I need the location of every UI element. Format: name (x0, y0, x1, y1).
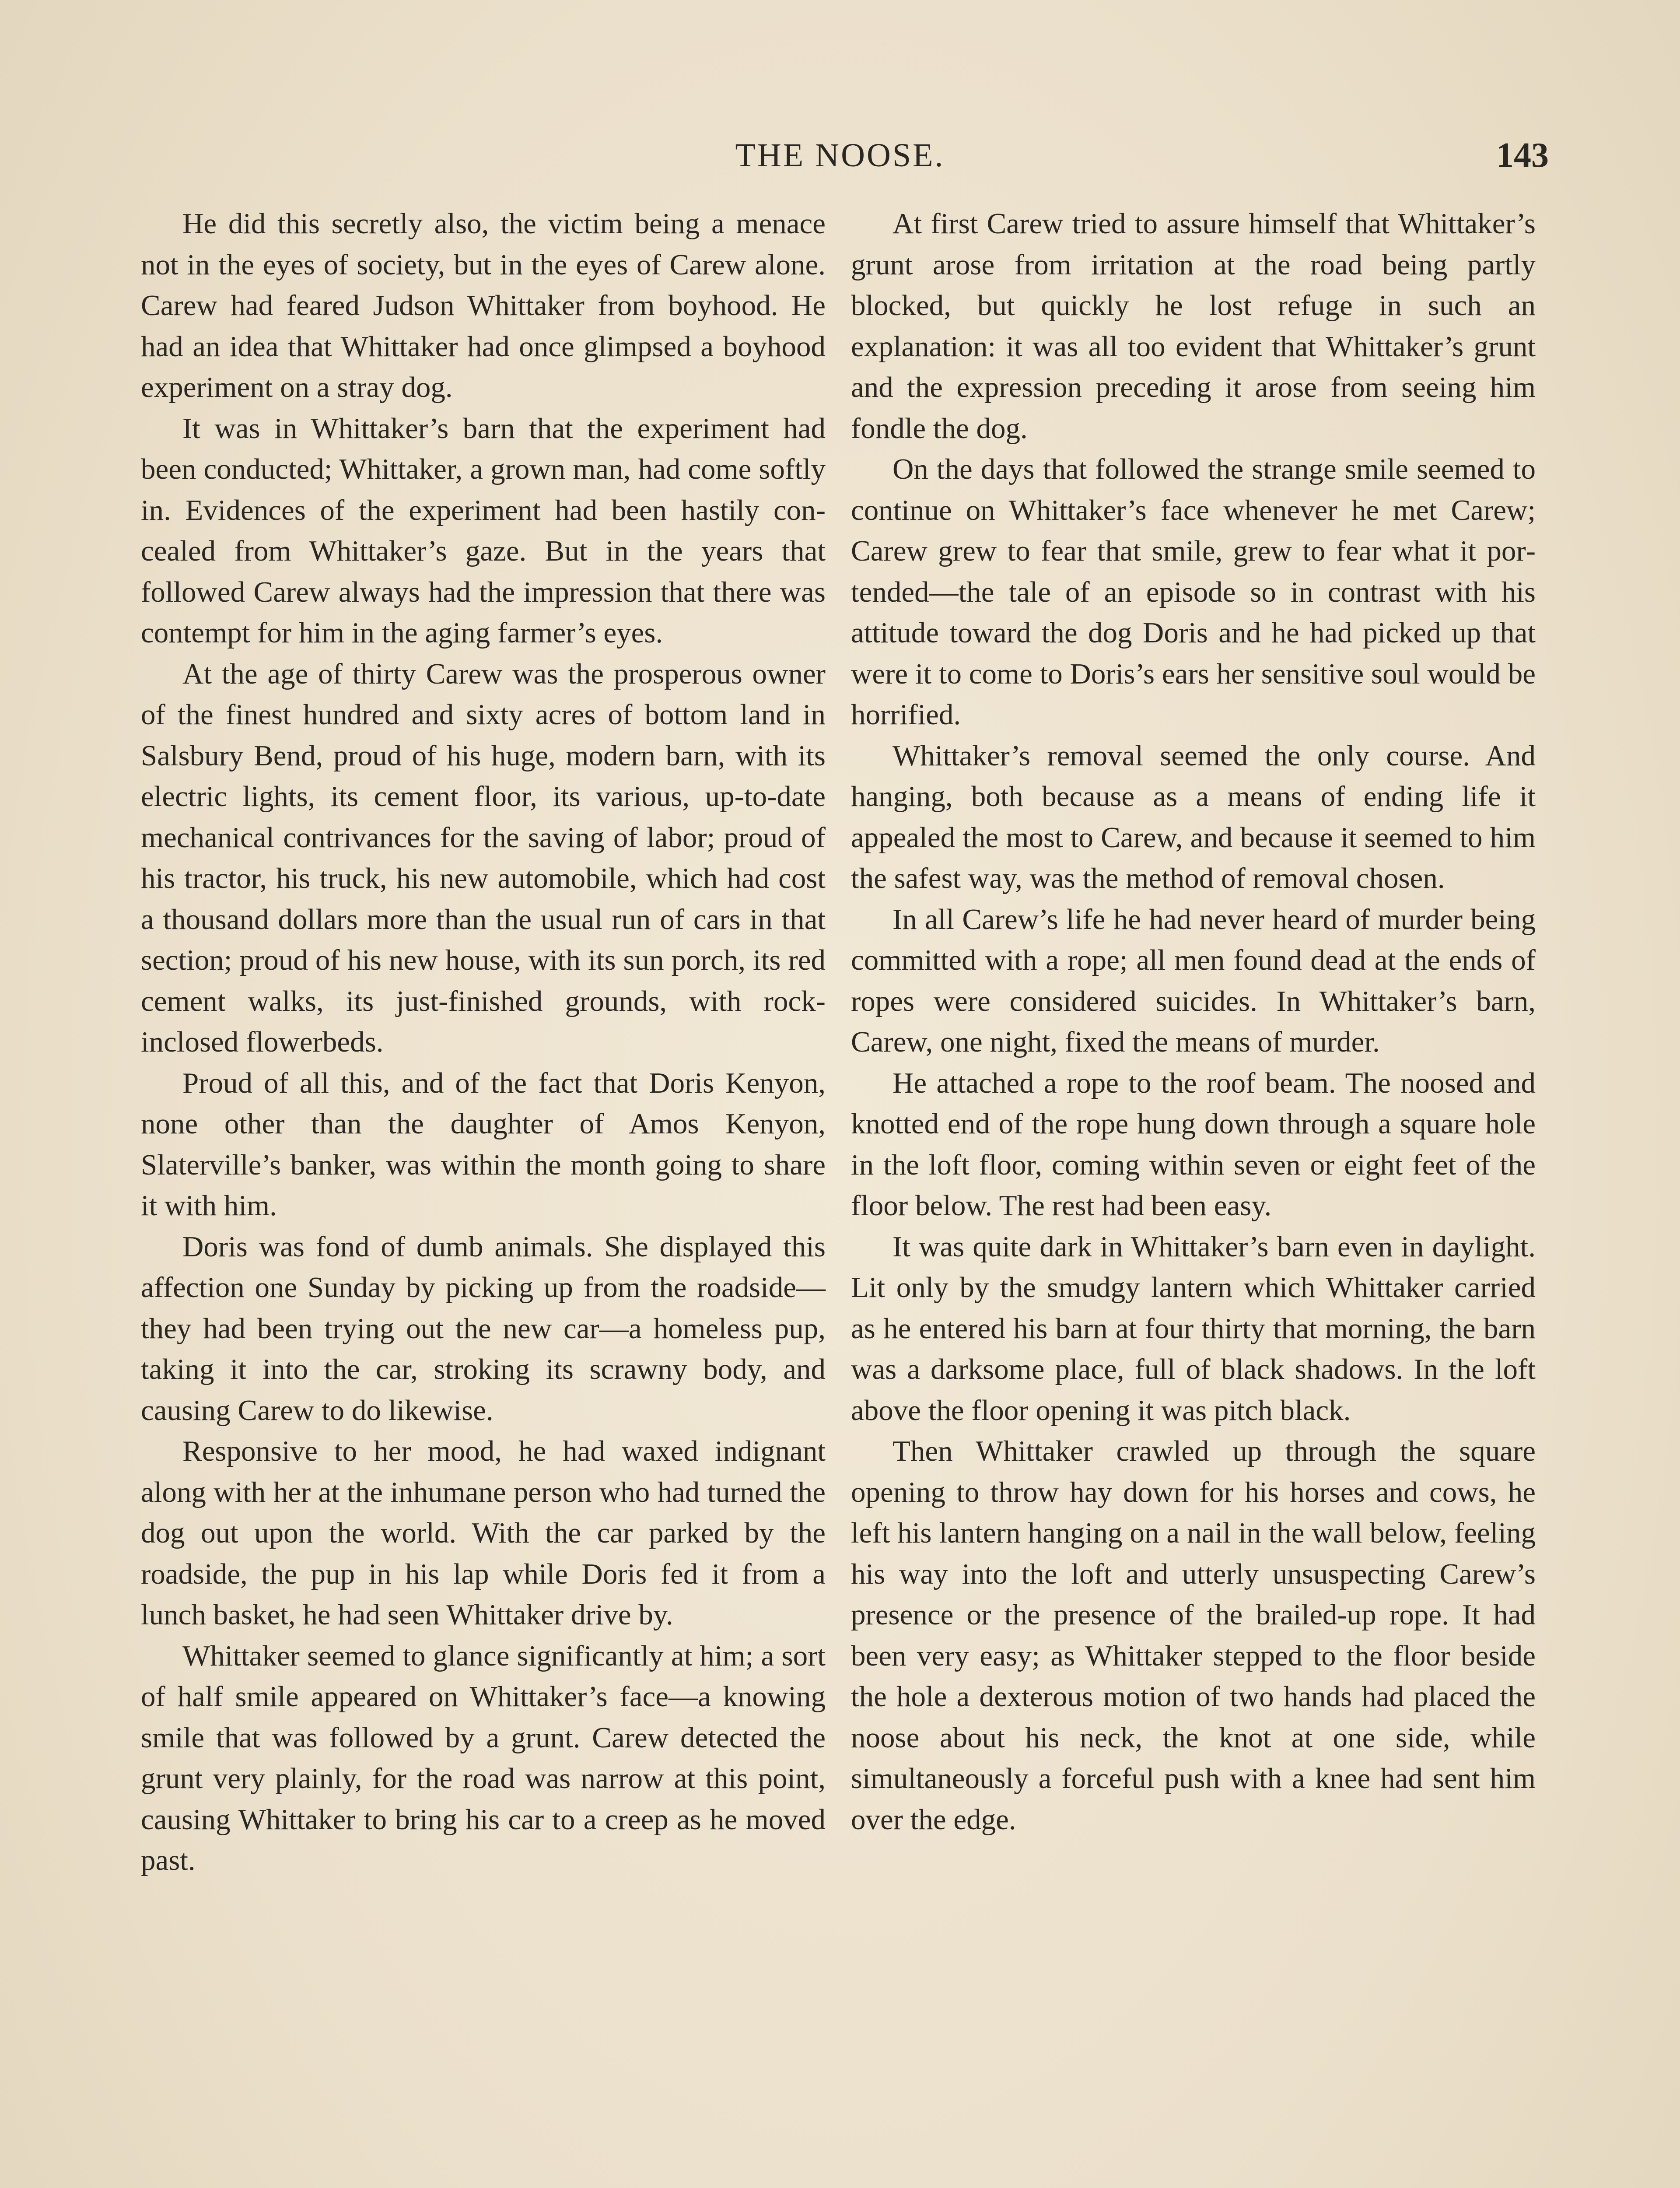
paragraph: At first Carew tried to assure himself that Whittaker’s grunt arose from irritation at the road being partly blocked, but quickly he lost refuge in such an explanation: it was all too evident that Whittaker’s grunt and the expression preceding it arose from seeing him fondle the dog. (851, 207, 1536, 445)
paragraph: On the days that followed the strange smile seemed to continue on Whittaker’s face whenever he met Carew; Carew grew to fear that smile, grew to fear what it portended—the tale of an episode so in contrast with his attitude toward the dog Doris and he had picked up that were it to come to Doris’s ears her sensitive soul would be horrified. (851, 453, 1536, 731)
page-header (131, 127, 1549, 184)
paragraph: At the age of thirty Carew was the prosperous owner of the finest hundred and sixty acres of bottom land in Salsbury Bend, proud of his huge, modern barn, with its electric lights, its cement floor, its various, up-to-date mechanical contrivances for the saving of labor; proud of his tractor, his truck, his new automobile, which had cost a thousand dollars more than the usual run of cars in that section; proud of his new house, with its sun porch, its red cement walks, its just-finished grounds, with rock-inclosed flowerbeds. (141, 657, 826, 1058)
paragraph: Responsive to her mood, he had waxed indignant along with her at the inhumane person who had turned the dog out upon the world. With the car parked by the roadside, the pup in his lap while Doris fed it from a lunch basket, he had seen Whittaker drive by. (141, 1435, 826, 1631)
right-column (851, 203, 1536, 1840)
running-title: THE NOOSE. (735, 137, 945, 174)
paragraph: In all Carew’s life he had never heard of murder being committed with a rope; all men found dead at the ends of ropes were considered suicides. In Whittaker’s barn, Carew, one night, fixed the means of murder. (851, 903, 1536, 1058)
paragraph: He attached a rope to the roof beam. The noosed and knotted end of the rope hung down through a square hole in the loft floor, coming within seven or eight feet of the floor below. The rest had been easy. (851, 1066, 1536, 1222)
paragraph: He did this secretly also, the victim being a menace not in the eyes of society, but in the eyes of Carew alone. Carew had feared Judson Whittaker from boyhood. He had an idea that Whittaker had once glimpsed a boyhood experiment on a stray dog. (141, 207, 826, 403)
paragraph: Doris was fond of dumb animals. She displayed this affection one Sunday by picking up from the roadside—they had been trying out the new car—a homeless pup, taking it into the car, stroking its scrawny body, and causing Carew to do likewise. (141, 1230, 826, 1427)
paragraph: Whittaker’s removal seemed the only course. And hanging, both because as a means of ending life it appealed the most to Carew, and because it seemed to him the safest way, was the method of removal chosen. (851, 739, 1536, 894)
paragraph: It was quite dark in Whittaker’s barn even in daylight. Lit only by the smudgy lantern which Whittaker carried as he entered his barn at four thirty that morning, the barn was a darksome place, full of black shadows. In the loft above the floor opening it was pitch black. (851, 1230, 1536, 1427)
paragraph: It was in Whittaker’s barn that the experiment had been conducted; Whittaker, a grown man, had come softly in. Evidences of the experiment had been hastily concealed from Whittaker’s gaze. But in the years that followed Carew always had the impression that there was contempt for him in the aging farmer’s eyes. (141, 412, 826, 649)
paragraph: Then Whittaker crawled up through the square opening to throw hay down for his horses and cows, he left his lantern hanging on a nail in the wall below, feeling his way into the loft and utterly unsuspecting Carew’s presence or the presence of the brailed-up rope. It had been very easy; as Whittaker stepped to the floor beside the hole a dexterous motion of two hands had placed the noose about his neck, the knot at one side, while simultaneously a forceful push with a knee had sent him over the edge. (851, 1435, 1536, 1836)
paragraph: Proud of all this, and of the fact that Doris Kenyon, none other than the daughter of Amos Kenyon, Slaterville’s banker, was within the month going to share it with him. (141, 1066, 826, 1222)
left-column (141, 203, 826, 1881)
page-number: 143 (1496, 136, 1549, 175)
paragraph: Whittaker seemed to glance significantly at him; a sort of half smile appeared on Whittaker’s face—a knowing smile that was followed by a grunt. Carew detected the grunt very plainly, for the road was narrow at this point, causing Whittaker to bring his car to a creep as he moved past. (141, 1639, 826, 1876)
